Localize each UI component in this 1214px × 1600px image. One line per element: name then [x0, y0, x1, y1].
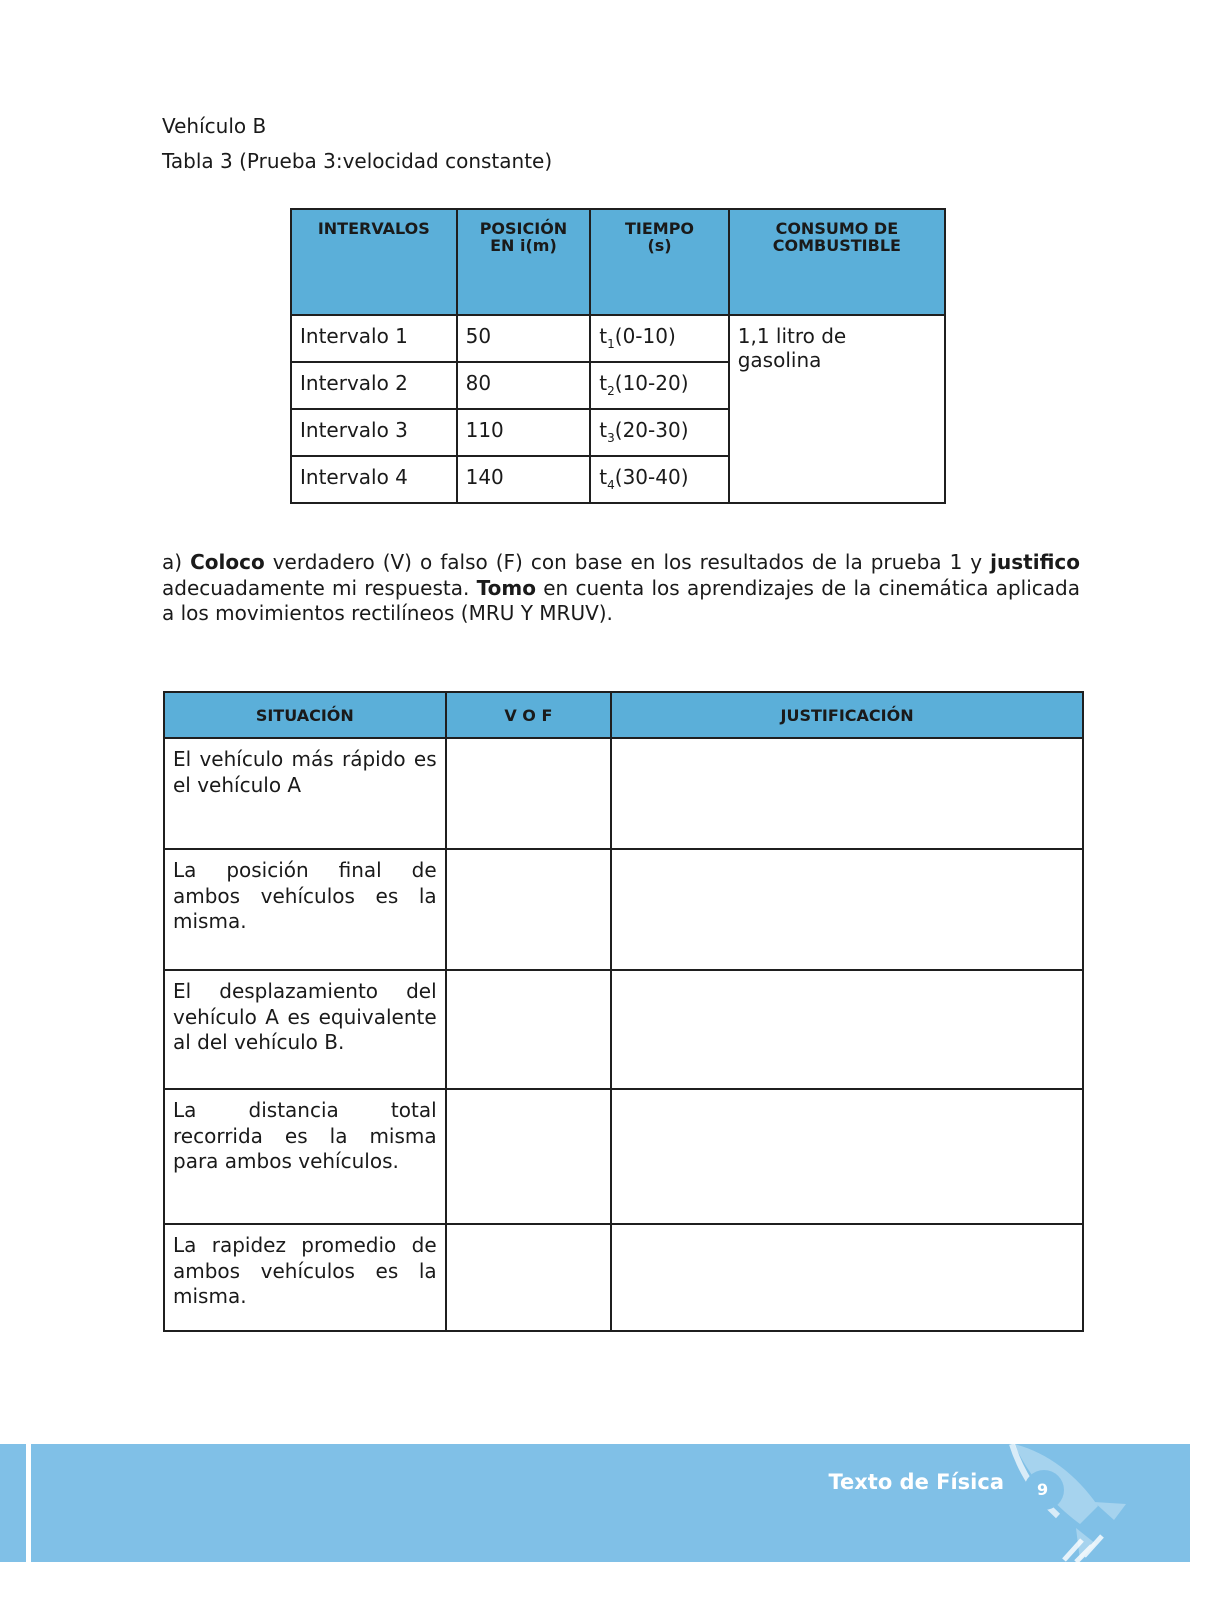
interval-cell: Intervalo 4 [291, 456, 457, 503]
table-row [164, 738, 1083, 849]
header-intervalos: INTERVALOS [291, 209, 457, 315]
table-row [164, 970, 1083, 1089]
header-justificacion: JUSTIFICACIÓN [611, 692, 1083, 738]
situations-table [163, 691, 1084, 1332]
time-cell: $t_1(0-10)$ [590, 315, 728, 362]
interval-cell: Intervalo 2 [291, 362, 457, 409]
situation-cell: La rapidez promedio de ambos vehículos es la misma. [164, 1224, 446, 1331]
position-cell: 50 [457, 315, 591, 362]
time-cell: $t_2(10-20)$ [590, 362, 728, 409]
table-row [291, 315, 945, 362]
position-cell: 110 [457, 409, 591, 456]
table-header-row [164, 692, 1083, 738]
justification-answer-cell[interactable] [611, 849, 1083, 970]
header-consumo: CONSUMO DE COMBUSTIBLE [729, 209, 945, 315]
footer-stripe [26, 1444, 31, 1562]
table-row [164, 849, 1083, 970]
table-row [164, 1224, 1083, 1331]
footer-title: Texto de Física [828, 1470, 1004, 1494]
page-footer [0, 1444, 1190, 1562]
vof-answer-cell[interactable] [446, 970, 611, 1089]
situation-cell: La distancia total recorrida es la misma para ambos vehículos. [164, 1089, 446, 1224]
time-cell: $t_4(30-40)$ [590, 456, 728, 503]
instruction-paragraph: a) Coloco verdadero (V) o falso (F) con base en los resultados de la prueba 1 y justifico adecuadamente mi respuesta. Tomo en cuenta los aprendizajes de la cinemática aplicada a los movimientos rectilíneos (MRU Y MRUV). [162, 550, 1080, 625]
position-cell: 140 [457, 456, 591, 503]
header-situacion: SITUACIÓN [164, 692, 446, 738]
page-number: 9 [1037, 1480, 1049, 1499]
justification-answer-cell[interactable] [611, 738, 1083, 849]
vof-answer-cell[interactable] [446, 1224, 611, 1331]
justification-answer-cell[interactable] [611, 970, 1083, 1089]
situation-cell: La posición final de ambos vehículos es la misma. [164, 849, 446, 970]
situation-cell: El desplazamiento del vehículo A es equivalente al del vehículo B. [164, 970, 446, 1089]
rocket-icon [1006, 1444, 1136, 1562]
table-header-row [291, 209, 945, 315]
justification-answer-cell[interactable] [611, 1089, 1083, 1224]
interval-cell: Intervalo 3 [291, 409, 457, 456]
header-vof: V O F [446, 692, 611, 738]
time-cell: $t_3(20-30)$ [590, 409, 728, 456]
table-row [164, 1089, 1083, 1224]
vehicle-heading: Vehículo B [162, 114, 267, 138]
vof-answer-cell[interactable] [446, 849, 611, 970]
intervals-table [290, 208, 946, 504]
vof-answer-cell[interactable] [446, 738, 611, 849]
header-posicion: POSICIÓN EN i(m) [457, 209, 591, 315]
situation-cell: El vehículo más rápido es el vehículo A [164, 738, 446, 849]
vof-answer-cell[interactable] [446, 1089, 611, 1224]
header-tiempo: TIEMPO (s) [590, 209, 728, 315]
justification-answer-cell[interactable] [611, 1224, 1083, 1331]
position-cell: 80 [457, 362, 591, 409]
fuel-cell: 1,1 litro de gasolina [729, 315, 945, 503]
table-title: Tabla 3 (Prueba 3:velocidad constante) [162, 149, 553, 173]
interval-cell: Intervalo 1 [291, 315, 457, 362]
